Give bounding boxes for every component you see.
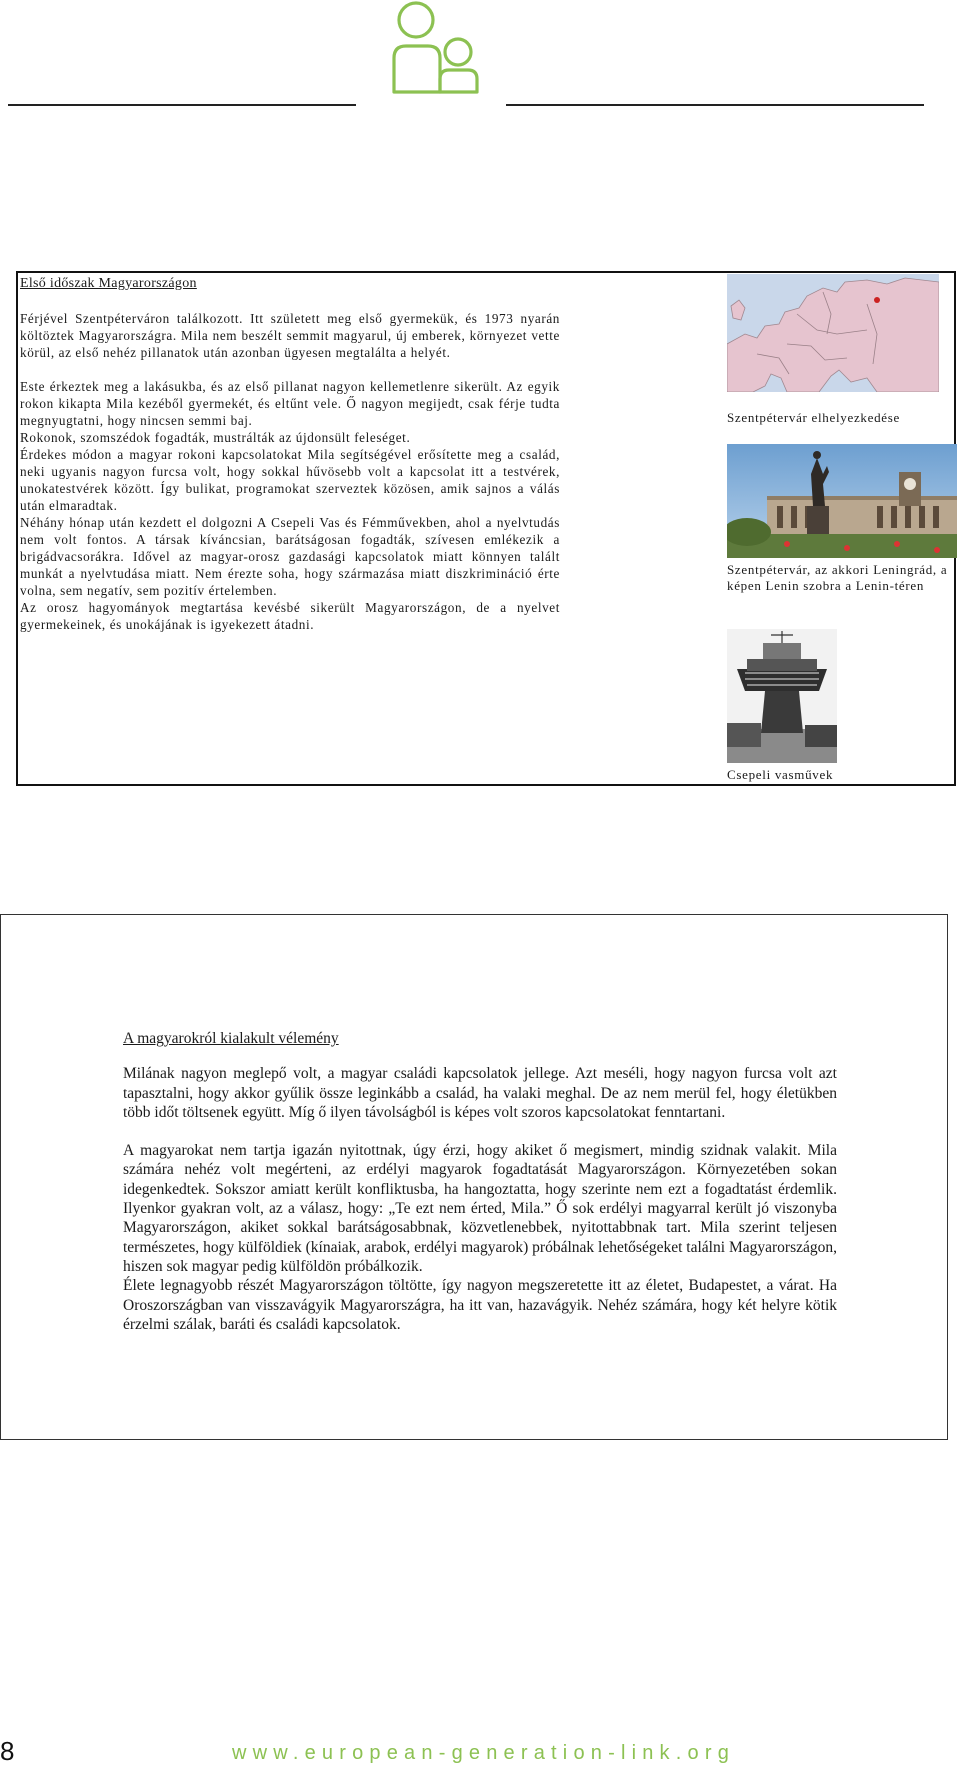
paragraph: Este érkeztek meg a lakásukba, és az első pillanat nagyon kellemetlenre sikerült. Az egyik rokon kikapta Mila kezéből gyermekét, és eltűnt vele. Ő nagyon megijedt, csak férje tudta megnyugtatni, hogy nincsen semmi baj. <box>20 379 560 428</box>
section-title: Első időszak Magyarországon <box>20 276 197 291</box>
europe-map-image <box>727 274 939 392</box>
header-rule-left <box>8 104 356 106</box>
paragraph: Milának nagyon meglepő volt, a magyar családi kapcsolatok jellege. Azt meséli, hogy nagyon furcsa volt azt tapasztalni, hogy akkor gyűlik össze leginkább a család, ha valaki meghal. De az nem merül fel, hogy életükben több időt töltsenek együtt. Míg ő ilyen távolságból is képes volt szoros kapcsolatokat fenntartani. <box>123 1065 837 1121</box>
section-opinion-of-hungarians <box>0 914 948 1440</box>
paragraph: Férjével Szentpéterváron találkozott. Itt született meg első gyermekük, és 1973 nyarán költöztek Magyarországra. Mila nem beszélt semmit magyarul, új emberek, környezet vette körül, az első nehéz pillanatok után azonban ügyesen megtalálta a helyét. <box>20 311 560 360</box>
image-caption: Csepeli vasművek <box>727 767 834 782</box>
section-title: A magyarokról kialakult vélemény <box>123 1030 339 1047</box>
image-caption: Szentpétervár elhelyezkedése <box>727 410 900 425</box>
csepel-tower-photo-image <box>727 629 837 763</box>
page-number: 8 <box>0 1736 15 1766</box>
paragraph: Érdekes módon a magyar rokoni kapcsolatokat Mila segítségével erősítette meg a család, neki ugyanis nagyon furcsa volt, hogy sokkal hűvösebb volt a kapcsolat itt a testvérek, unokatestvérek között. Így bulikat, programokat szerveztek közösen, amik sajnos a válás után elmaradtak. <box>20 447 560 513</box>
header-rule-right <box>506 104 924 106</box>
paragraph: Néhány hónap után kezdett el dolgozni A Csepeli Vas és Fémművekben, ahol a nyelvtudás nem volt fontos. A társak kíváncsian, barátságosan fogadták, szívesen emlékezik a brigádvacsorákra. Idővel az magyar-orosz gazdasági kapcsolatok miatt könnyen talált munkát a nyelvtudása miatt. Nem érezte soha, hogy származása miatt diszkrimináció érte volna, sem negatív, sem pozitív értelemben. <box>20 515 560 598</box>
paragraph: Rokonok, szomszédok fogadták, mustrálták az újdonsült feleséget. <box>20 430 411 445</box>
paragraph: A magyarokat nem tartja igazán nyitottnak, úgy érzi, hogy akiket ő megismert, mindig szidnak valakit. Mila számára nehéz volt megérteni, az erdélyi magyarok fogadtatását Magyarországon. Környezetében sokan idegenkedtek. Sokszor amiatt került konfliktusba, ha hangoztatta, hogy szerinte nem ezt a fogadtatást érdemlik. Ilyenkor gyakran volt, az a válasz, hogy: „Te ezt nem érted, Mila.” Ő sok erdélyi magyarral került jó viszonyba Magyarországon, akiket sokkal barátságosabbnak, közvetlenebbek, nyitottabbnak tart. Mila szerint teljesen természetes, hogy külföldiek (kínaiak, arabok, erdélyi magyarok) próbálnak lehetőségeket találni Magyarországon, hiszen sok magyar pedig külföldön próbálkozik. <box>123 1142 837 1275</box>
website-link[interactable]: www.european-generation-link.org <box>232 1742 736 1764</box>
people-outline-logo-icon <box>388 0 480 96</box>
image-caption: Szentpétervár, az akkori Leningrád, a képen Lenin szobra a Lenin-téren <box>727 562 948 593</box>
section-first-period <box>16 271 956 786</box>
paragraph: Élete legnagyobb részét Magyarországon töltötte, így nagyon megszeretette itt az életet, Budapestet, a várat. Ha Oroszországban van visszavágyik Magyarországra, ha itt van, hazavágyik. Nehéz számára, hogy két helyre kötik érzelmi szálak, baráti és családi kapcsolatok. <box>123 1277 837 1333</box>
section-first-period-text <box>20 275 560 633</box>
section-opinion-text <box>123 1029 837 1334</box>
paragraph: Az orosz hagyományok megtartása kevésbé sikerült Magyarországon, de a nyelvet gyermekeinek, és unokájának is igyekezett átadni. <box>20 600 560 632</box>
lenin-square-photo-image <box>727 444 957 558</box>
